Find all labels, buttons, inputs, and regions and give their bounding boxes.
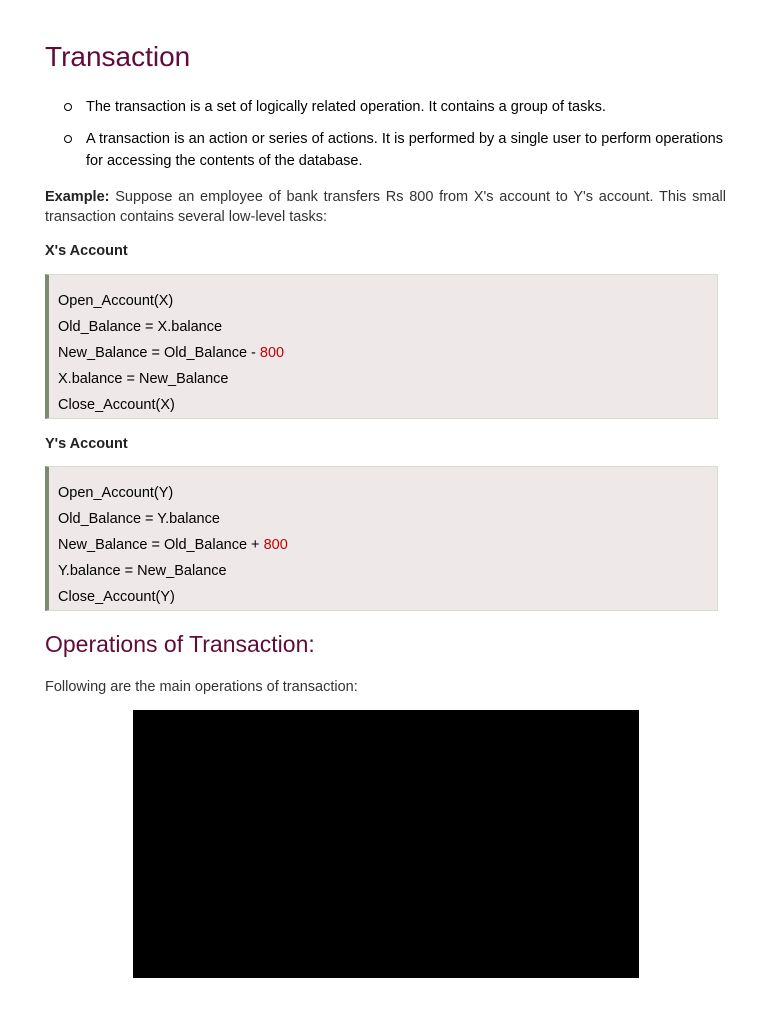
example-text: Suppose an employee of bank transfers Rs 800 from X's account to Y's account. This small transaction contains several low-level tasks: (45, 189, 726, 225)
code-line (58, 506, 717, 532)
code-text: Open_Account(X) (58, 293, 174, 309)
code-line (58, 340, 717, 366)
list-item (45, 128, 723, 172)
x-account-code-block (45, 274, 718, 419)
code-line (58, 558, 717, 584)
y-account-heading: Y's Account (45, 436, 128, 452)
operations-diagram-image (133, 710, 639, 978)
list-item-text: The transaction is a set of logically related operation. It contains a group of tasks. (86, 99, 606, 115)
code-text: Old_Balance = Y.balance (58, 511, 220, 527)
operations-intro: Following are the main operations of transaction: (45, 679, 358, 695)
code-text: Close_Account(X) (58, 397, 175, 413)
example-label: Example: (45, 189, 110, 205)
code-text: Close_Account(Y) (58, 589, 175, 605)
code-text: X.balance = New_Balance (58, 371, 229, 387)
code-line (58, 314, 717, 340)
code-line (58, 584, 717, 610)
list-item-text: A transaction is an action or series of actions. It is performed by a single user to perform operations for accessing the contents of the database. (86, 131, 723, 169)
bullet-circle-icon (64, 135, 72, 143)
example-paragraph (45, 188, 726, 227)
page-title: Transaction (45, 41, 191, 72)
code-text: Y.balance = New_Balance (58, 563, 227, 579)
code-line (58, 532, 717, 558)
code-text: New_Balance = Old_Balance + (58, 537, 264, 553)
definition-list (45, 96, 723, 182)
code-text: Old_Balance = X.balance (58, 319, 223, 335)
code-number: 800 (263, 537, 288, 553)
code-line (58, 392, 717, 418)
code-line (58, 366, 717, 392)
code-line (58, 288, 717, 314)
code-line (58, 480, 717, 506)
y-account-code-block (45, 466, 718, 611)
bullet-circle-icon (64, 103, 72, 111)
list-item (45, 96, 723, 118)
x-account-heading: X's Account (45, 243, 128, 259)
code-number: 800 (259, 345, 285, 361)
code-text: New_Balance = Old_Balance - (58, 345, 260, 361)
operations-heading: Operations of Transaction: (45, 631, 315, 657)
code-text: Open_Account(Y) (58, 485, 174, 501)
